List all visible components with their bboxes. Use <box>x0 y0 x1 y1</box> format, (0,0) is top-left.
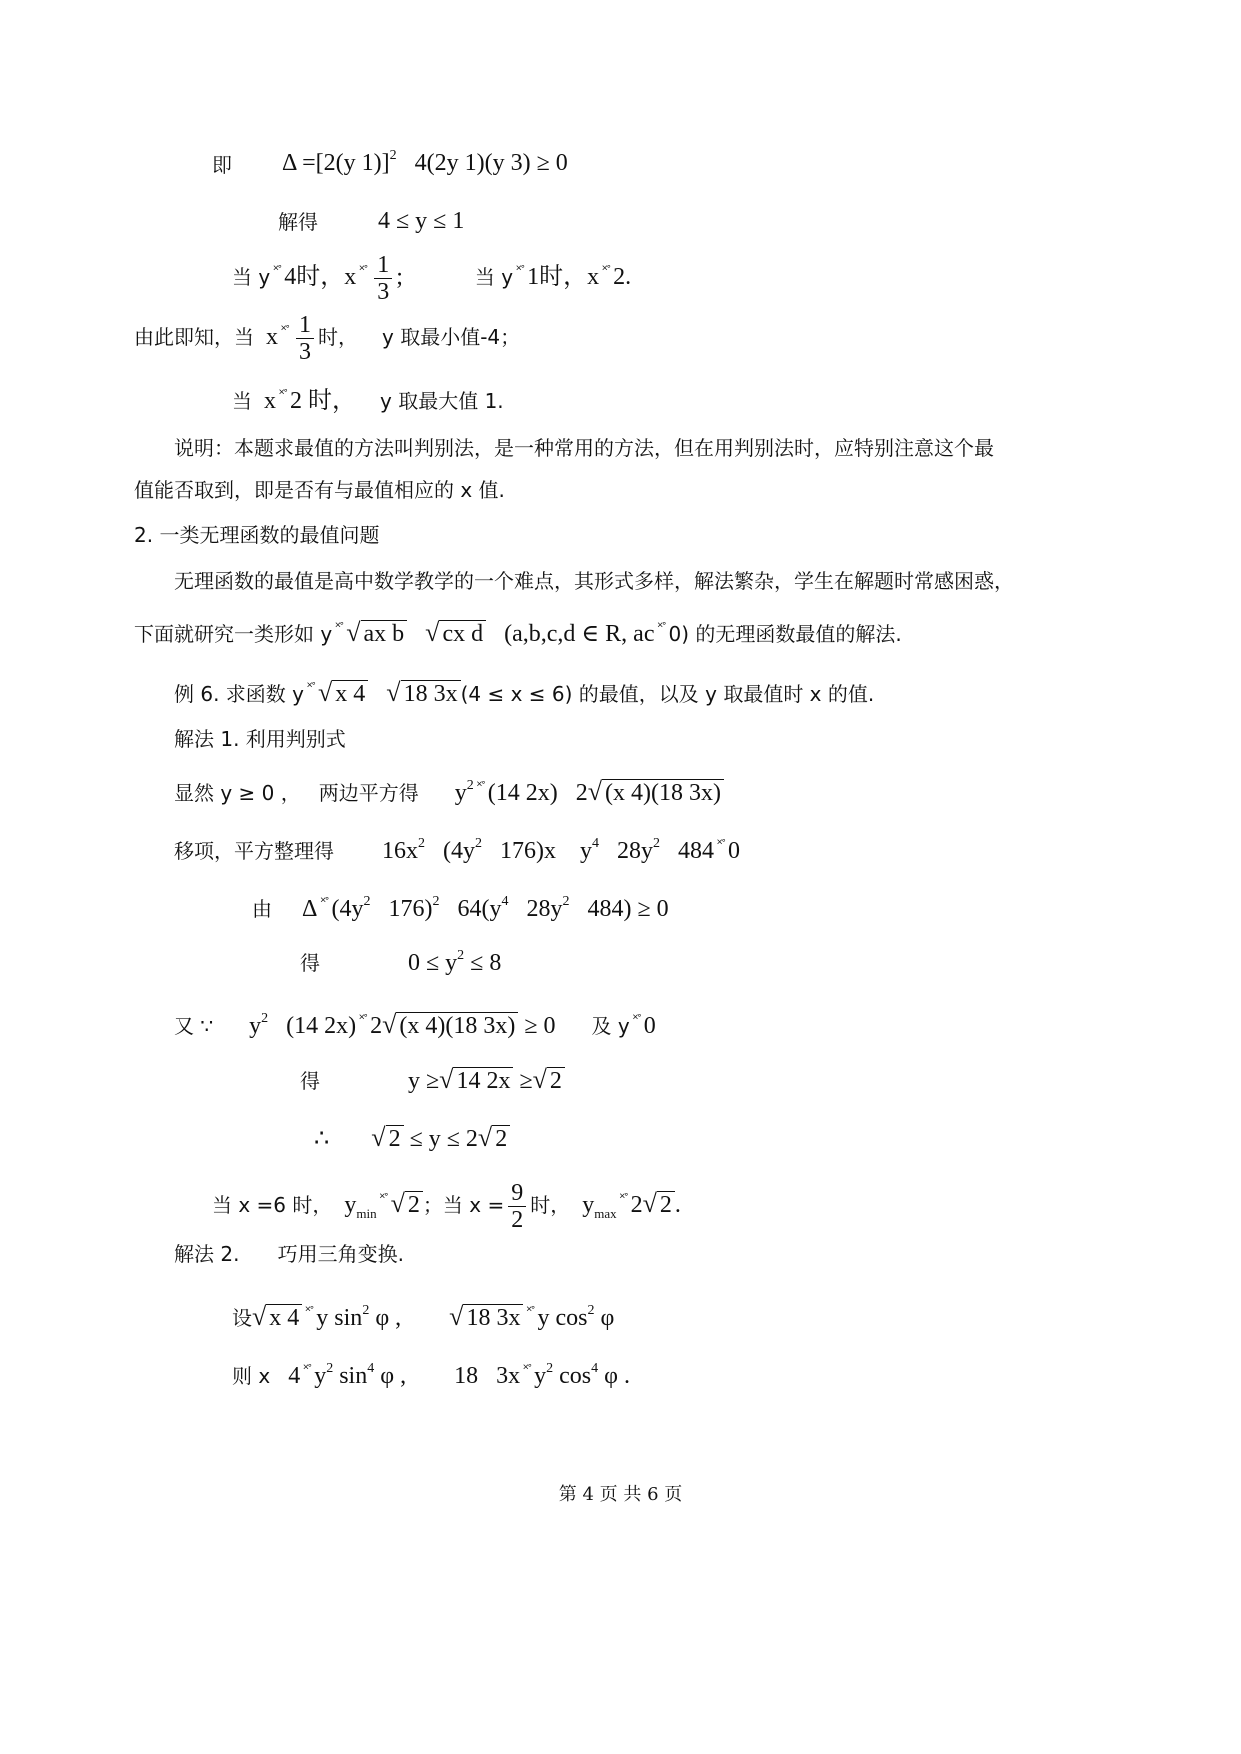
fraction-one-third: $\frac{1}{3}$ <box>374 252 392 305</box>
equation-y-lower-bound: 得 y ≥√ 14 2x ≥√ 2 <box>300 1065 565 1096</box>
method-2-title: 解法 2. 巧用三角变换. <box>174 1242 404 1266</box>
equation-substitution: 设√ x 4 ˟˚ y $\sin^2 \varphi$ , √ 18 3x ˟˚ y $\cos^2 \varphi$ <box>232 1302 615 1331</box>
method-1-title: 解法 1. 利用判别式 <box>174 727 346 751</box>
equation-discriminant: Δ =[2(y 1)]$^2$ 4(2y 1)(y 3) ≥ 0 <box>282 148 568 176</box>
equation-then: 则 x 4 ˟˚ $y^2$ $\sin^4 \varphi$ , 18 3x ˟˚ $y^2$ $\cos^4 \varphi$ . <box>232 1361 630 1389</box>
equation-extremes: 当 x =6 时， $y_{min}^{˟˚}$ √ 2 ；当 x = $\frac{9}{2}$ 时， $y_{max}^{˟˚}$ 2√ 2 . <box>212 1180 681 1233</box>
page-footer: 第 4 页 共 6 页 <box>558 1484 683 1505</box>
section-heading: 2. 一类无理函数的最值问题 <box>134 523 380 547</box>
equation-max: 当 x ˟˚ 2 时， y 取最大值 1. <box>232 388 504 414</box>
text-explanation-2: 值能否取到，即是否有与最值相应的 x 值. <box>134 478 505 502</box>
equation-case-values: 当 y ˟˚ 4时，x ˟˚ $\frac{1}{3}$ ; 当 y ˟˚ 1时，x ˟˚ 2. <box>232 252 632 305</box>
example-6: 例 6. 求函数 y ˟˚ √ x 4 √ 18 3x (4 ≤ x ≤ 6) 的最值，以及 y 取最值时 x 的值. <box>174 678 875 707</box>
equation-y-squared-range: 得 $0 \le y^2 \le 8$ <box>300 948 502 976</box>
text-jiede: 解得 <box>278 210 318 234</box>
equation-since: 又 ∵ $y^2$ (14 2x) ˟˚ 2√ (x 4)(18 3x) ≥ 0 及 y ˟˚ 0 <box>174 1010 656 1039</box>
equation-therefore: ∴ √ 2 ≤ y ≤ 2√ 2 <box>314 1123 510 1154</box>
equation-square: 显然 y ≥ 0 ， 两边平方得 $y^2$ ˟˚ (14 2x) 2√ (x 4)(18 3x) <box>174 773 724 808</box>
fraction-nine-halves: $\frac{9}{2}$ <box>508 1180 526 1233</box>
equation-delta: 由 Δ ˟˚ ($4y^2$ 176)$^2$ $64(y^4$ $28y^2$ 484) ≥ 0 <box>252 894 669 922</box>
equation-rearranged: 移项，平方整理得 $16x^2$ ($4y^2$ 176)x $y^4$ $28y^2$ 484 ˟˚ 0 <box>174 836 741 864</box>
equation-range: 4 ≤ y ≤ 1 <box>378 208 465 234</box>
text-ji: 即 <box>212 153 232 177</box>
text-explanation-1: 说明：本题求最值的方法叫判别法，是一种常用的方法，但在用判别法时，应特别注意这个最 <box>174 436 994 460</box>
equation-min: 由此即知，当 x ˟˚ $\frac{1}{3}$ 时， y 取最小值-4； <box>134 312 521 365</box>
text-intro-1: 无理函数的最值是高中数学教学的一个难点，其形式多样，解法繁杂，学生在解题时常感困惑， <box>174 569 1014 593</box>
text-intro-2: 下面就研究一类形如 y ˟˚ √ ax b √ cx d (a,b,c,d ∈ R, ac ˟˚ 0) 的无理函数最值的解法. <box>134 618 902 647</box>
